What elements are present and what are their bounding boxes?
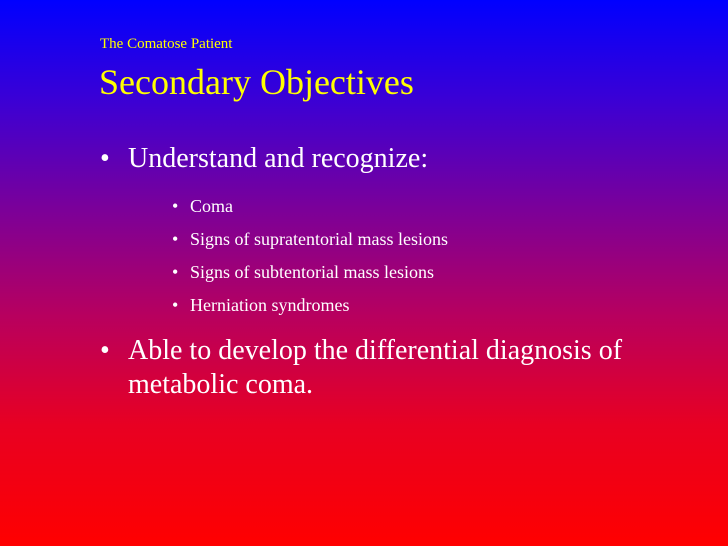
slide-body [100,142,710,402]
sub-bullet-subtentorial [100,256,710,289]
sub-bullet-text: Herniation syndromes [190,295,350,315]
sub-bullet-glyph: • [172,196,179,216]
sub-bullet-supratentorial [100,223,710,256]
bullet-text: Understand and recognize: [128,143,429,174]
sub-bullet-glyph: • [172,295,179,315]
sub-bullet-text: Signs of supratentorial mass lesions [190,229,448,249]
bullet-differential [100,334,710,402]
sub-bullet-list [100,190,710,322]
sub-bullet-glyph: • [172,229,179,249]
bullet-understand [100,142,710,176]
sub-bullet-herniation [100,289,710,322]
slide-title: Secondary Objectives [99,62,414,102]
sub-bullet-glyph: • [172,262,179,282]
bullet-text: Able to develop the differential diagnosis of metabolic coma. [128,335,623,400]
bullet-glyph: • [100,335,110,366]
sub-bullet-coma [100,190,710,223]
bullet-glyph: • [100,143,110,174]
sub-bullet-text: Coma [190,196,233,216]
slide-subtitle: The Comatose Patient [100,36,233,52]
sub-bullet-text: Signs of subtentorial mass lesions [190,262,434,282]
